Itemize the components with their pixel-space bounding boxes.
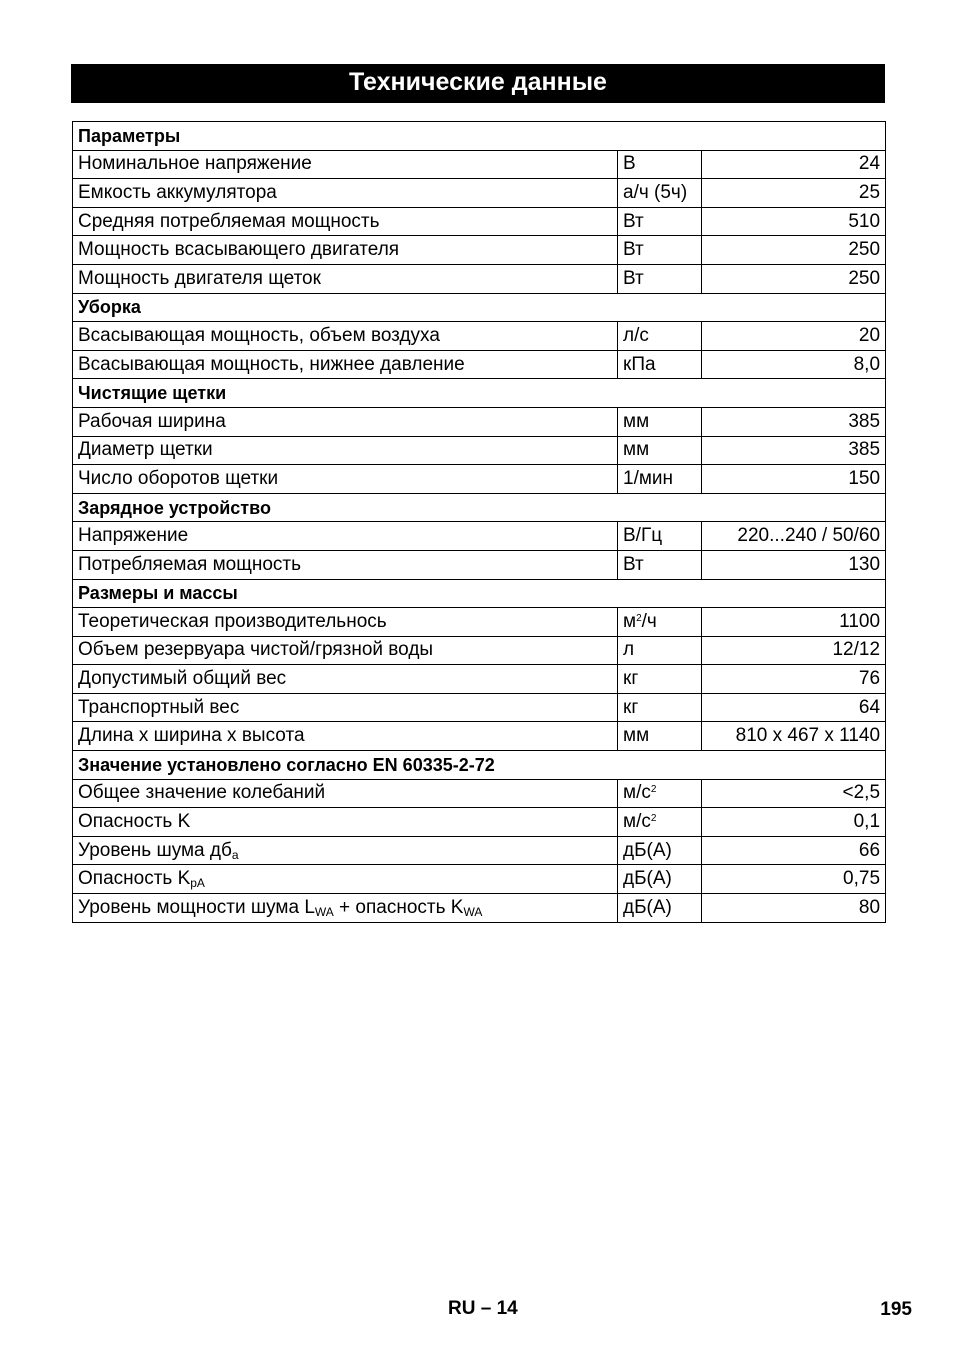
spec-row: [73, 665, 886, 694]
spec-value: 220...240 / 50/60: [702, 522, 886, 551]
spec-name-subscript: a: [231, 847, 239, 862]
spec-unit: м/с: [623, 811, 651, 833]
spec-row: [73, 465, 886, 494]
spec-name-subscript: WA: [314, 904, 334, 919]
spec-unit: л/с: [623, 324, 649, 346]
spec-unit: мм: [623, 410, 650, 432]
spec-name: Теоретическая производительнось: [78, 610, 387, 632]
spec-unit: Вт: [623, 553, 644, 575]
spec-row: [73, 779, 886, 808]
spec-name-cell: [73, 236, 618, 265]
spec-unit: дБ(А): [623, 868, 672, 890]
spec-name-cell: [73, 465, 618, 494]
spec-name-cell: [73, 436, 618, 465]
spec-name: Объем резервуара чистой/грязной воды: [78, 639, 434, 661]
spec-unit-cell: [618, 322, 702, 351]
spec-unit-cell: [618, 150, 702, 179]
spec-value: 66: [702, 836, 886, 865]
spec-value: 8,0: [702, 350, 886, 379]
spec-unit: кг: [623, 668, 639, 690]
spec-row: [73, 236, 886, 265]
spec-value: 25: [702, 179, 886, 208]
spec-value: 130: [702, 550, 886, 579]
spec-name-subscript: pA: [190, 876, 205, 891]
spec-unit: Вт: [623, 267, 644, 289]
section-title: Уборка: [73, 293, 886, 322]
spec-value: 385: [702, 407, 886, 436]
spec-value: 64: [702, 693, 886, 722]
spec-row: [73, 150, 886, 179]
spec-name: Опасность K: [78, 811, 191, 833]
spec-name-cell: [73, 550, 618, 579]
spec-row: [73, 550, 886, 579]
spec-name-cell: [73, 693, 618, 722]
spec-name-cell: [73, 350, 618, 379]
spec-name: Всасывающая мощность, нижнее давление: [78, 353, 465, 375]
spec-value: 1100: [702, 608, 886, 637]
spec-name-cell: [73, 522, 618, 551]
spec-row: [73, 436, 886, 465]
spec-name: Всасывающая мощность, объем воздуха: [78, 324, 440, 346]
spec-name-cell: [73, 722, 618, 751]
spec-name-cell: [73, 322, 618, 351]
spec-unit-cell: [618, 894, 702, 923]
spec-name: Уровень мощности шума L: [78, 896, 315, 918]
spec-unit: В: [623, 153, 636, 175]
spec-unit: Вт: [623, 239, 644, 261]
spec-name: Число оборотов щетки: [78, 467, 279, 489]
page-title: Технические данные: [71, 64, 885, 103]
spec-name: Емкость аккумулятора: [78, 181, 277, 203]
section-title: Зарядное устройство: [73, 493, 886, 522]
spec-row: [73, 722, 886, 751]
spec-unit-cell: [618, 264, 702, 293]
spec-row: [73, 407, 886, 436]
spec-name: Транспортный вес: [78, 696, 240, 718]
spec-row: [73, 836, 886, 865]
spec-unit-cell: [618, 207, 702, 236]
spec-name-cell: [73, 407, 618, 436]
spec-unit: кПа: [623, 353, 656, 375]
spec-unit: дБ(А): [623, 839, 672, 861]
spec-unit: кг: [623, 696, 639, 718]
spec-unit: м: [623, 610, 637, 632]
section-header-row: [73, 293, 886, 322]
spec-row: [73, 894, 886, 923]
spec-name-cell: [73, 836, 618, 865]
spec-unit-cell: [618, 665, 702, 694]
spec-name: Мощность всасывающего двигателя: [78, 239, 400, 261]
spec-name-cell: [73, 779, 618, 808]
spec-unit-tail: /ч: [641, 610, 657, 632]
spec-row: [73, 636, 886, 665]
spec-row: [73, 264, 886, 293]
spec-name: Диаметр щетки: [78, 439, 213, 461]
spec-value: 250: [702, 264, 886, 293]
spec-unit: 1/мин: [623, 467, 674, 489]
spec-name: Потребляемая мощность: [78, 553, 302, 575]
spec-row: [73, 865, 886, 894]
spec-name: Допустимый общий вес: [78, 668, 287, 690]
spec-unit-cell: [618, 722, 702, 751]
spec-unit-cell: [618, 608, 702, 637]
spec-value: 76: [702, 665, 886, 694]
spec-name-cell: [73, 636, 618, 665]
spec-unit: В/Гц: [623, 525, 663, 547]
spec-unit: мм: [623, 439, 650, 461]
spec-unit-cell: [618, 636, 702, 665]
section-header-row: [73, 122, 886, 151]
spec-name-cell: [73, 150, 618, 179]
spec-unit-superscript: 2: [636, 612, 642, 624]
spec-unit-superscript: 2: [650, 784, 657, 796]
spec-name-cell: [73, 264, 618, 293]
spec-value: 385: [702, 436, 886, 465]
spec-row: [73, 693, 886, 722]
spec-name-cell: [73, 207, 618, 236]
spec-unit-cell: [618, 522, 702, 551]
spec-value: 0,75: [702, 865, 886, 894]
spec-name: Средняя потребляемая мощность: [78, 210, 380, 232]
spec-unit-cell: [618, 436, 702, 465]
spec-unit-cell: [618, 179, 702, 208]
spec-unit: дБ(А): [623, 896, 672, 918]
spec-unit-cell: [618, 350, 702, 379]
spec-name: Длина х ширина х высота: [78, 725, 305, 747]
section-title: Значение установлено согласно EN 60335-2-72: [73, 751, 886, 780]
spec-row: [73, 808, 886, 837]
spec-value: 250: [702, 236, 886, 265]
spec-name: Рабочая ширина: [78, 410, 226, 432]
spec-value: <2,5: [702, 779, 886, 808]
spec-unit: Вт: [623, 210, 644, 232]
spec-name: Уровень шума дб: [78, 839, 232, 861]
page-number: 195: [880, 1299, 912, 1320]
spec-unit-cell: [618, 407, 702, 436]
spec-unit: мм: [623, 725, 650, 747]
spec-name: Напряжение: [78, 525, 189, 547]
spec-unit-cell: [618, 836, 702, 865]
spec-name-cell: [73, 865, 618, 894]
spec-unit-cell: [618, 779, 702, 808]
tech-specs-table: [72, 121, 886, 923]
spec-unit-cell: [618, 465, 702, 494]
spec-value: 80: [702, 894, 886, 923]
spec-name: Опасность K: [78, 868, 191, 890]
spec-name-subscript-2: WA: [463, 904, 483, 919]
spec-value: 24: [702, 150, 886, 179]
spec-row: [73, 207, 886, 236]
spec-unit: м/с: [623, 782, 651, 804]
spec-name-cell: [73, 894, 618, 923]
spec-unit-cell: [618, 693, 702, 722]
spec-unit-cell: [618, 808, 702, 837]
spec-value: 810 x 467 x 1140: [702, 722, 886, 751]
spec-value: 12/12: [702, 636, 886, 665]
spec-value: 510: [702, 207, 886, 236]
spec-unit-cell: [618, 550, 702, 579]
spec-name-cell: [73, 608, 618, 637]
spec-unit-cell: [618, 865, 702, 894]
spec-value: 0,1: [702, 808, 886, 837]
spec-row: [73, 522, 886, 551]
section-header-row: [73, 751, 886, 780]
spec-row: [73, 350, 886, 379]
spec-name-cell: [73, 665, 618, 694]
spec-unit-superscript: 2: [650, 813, 657, 825]
section-title: Чистящие щетки: [73, 379, 886, 408]
spec-unit: а/ч (5ч): [623, 181, 688, 203]
spec-unit-cell: [618, 236, 702, 265]
spec-row: [73, 608, 886, 637]
section-header-row: [73, 493, 886, 522]
spec-value: 150: [702, 465, 886, 494]
spec-name-cell: [73, 808, 618, 837]
section-header-row: [73, 579, 886, 608]
section-title: Параметры: [73, 122, 886, 151]
spec-row: [73, 179, 886, 208]
spec-name-cell: [73, 179, 618, 208]
spec-value: 20: [702, 322, 886, 351]
spec-name: Номинальное напряжение: [78, 153, 312, 175]
spec-row: [73, 322, 886, 351]
footer-section-label: RU – 14: [448, 1298, 518, 1319]
spec-unit: л: [623, 639, 635, 661]
section-title: Размеры и массы: [73, 579, 886, 608]
spec-name-tail: + опасность K: [333, 896, 464, 918]
section-header-row: [73, 379, 886, 408]
spec-name: Мощность двигателя щеток: [78, 267, 321, 289]
spec-name: Общее значение колебаний: [78, 782, 326, 804]
